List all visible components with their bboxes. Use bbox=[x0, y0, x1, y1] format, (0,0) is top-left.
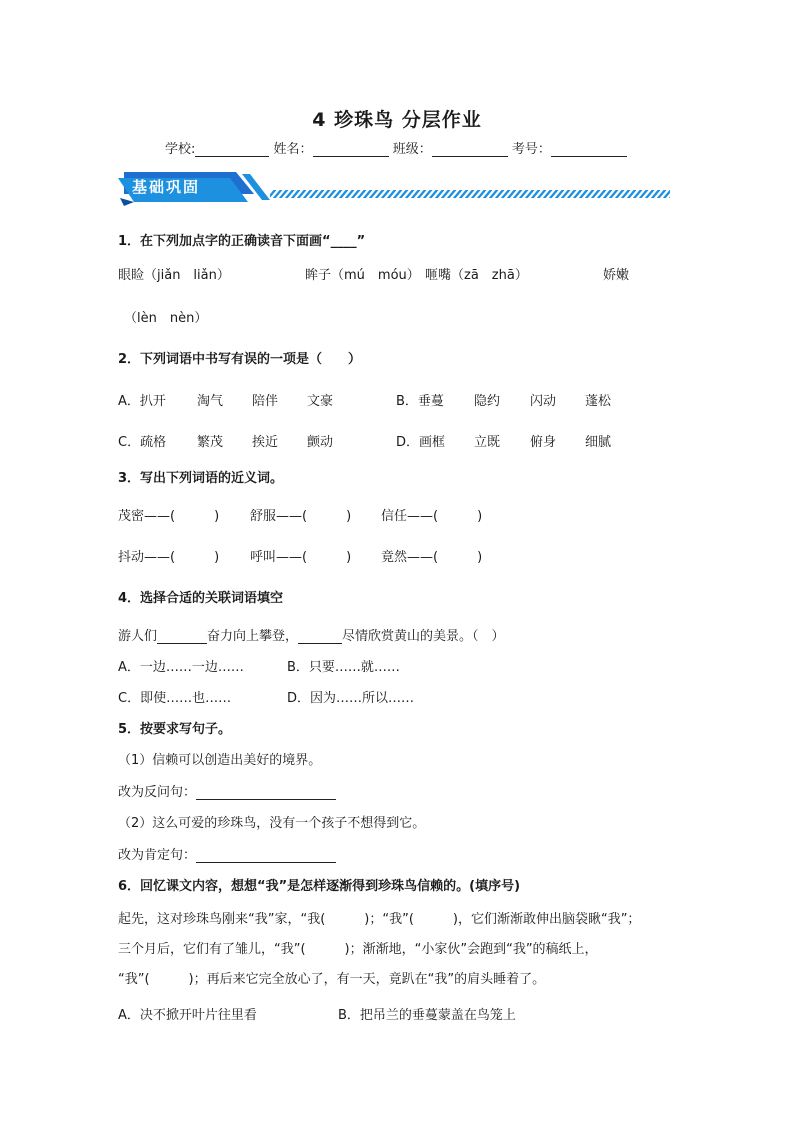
q2-option-a-word-3: 陪伴 bbox=[252, 394, 279, 409]
section-banner bbox=[118, 168, 678, 208]
q2-option-b: B．垂蔓 bbox=[396, 394, 444, 409]
name-field[interactable] bbox=[313, 142, 389, 157]
banner-graphic bbox=[118, 168, 678, 208]
question-1-title: 1．在下列加点字的正确读音下面画“____” bbox=[118, 234, 366, 249]
q2-option-d-word-4: 细腻 bbox=[585, 435, 612, 450]
q2-option-b-word-4: 蓬松 bbox=[585, 394, 612, 409]
q2-option-a: A．扒开 bbox=[118, 394, 166, 409]
q5-answer-2-label: 改为肯定句： bbox=[118, 848, 197, 863]
q2-option-b-word-2: 隐约 bbox=[474, 394, 501, 409]
q5-sentence-1: （1）信赖可以创造出美好的境界。 bbox=[118, 753, 322, 768]
q2-option-d-word-3: 俯身 bbox=[530, 435, 557, 450]
school-label: 学校: bbox=[165, 142, 196, 157]
q2-option-b-word-3: 闪动 bbox=[530, 394, 557, 409]
page-title: 4 珍珠鸟 分层作业 bbox=[312, 109, 482, 131]
q6-paragraph-line-2: 三个月后，它们有了雏儿，“我”( )；渐渐地，“小家伙”会跑到“我”的稿纸上， bbox=[118, 942, 598, 957]
q4-blank-2[interactable] bbox=[298, 629, 342, 644]
q3-item-6: 竟然——( ) bbox=[381, 550, 483, 565]
q4-option-b: B．只要……就…… bbox=[287, 660, 400, 675]
school-field[interactable] bbox=[195, 142, 269, 157]
question-2-title: 2．下列词语中书写有误的一项是（ ） bbox=[118, 352, 362, 367]
q5-answer-2-line[interactable] bbox=[196, 848, 336, 863]
student-info-line bbox=[165, 138, 627, 157]
q4-sentence-part-1: 游人们 bbox=[118, 629, 158, 644]
q4-blank-1[interactable] bbox=[157, 629, 207, 644]
q1-word-1: 眼睑（jiǎn liǎn） bbox=[118, 268, 230, 283]
question-4-title: 4．选择合适的关联词语填空 bbox=[118, 591, 284, 606]
q4-sentence-part-2: 奋力向上攀登， bbox=[207, 629, 299, 644]
q5-answer-1-label: 改为反问句： bbox=[118, 785, 197, 800]
q5-answer-2 bbox=[118, 844, 336, 863]
q4-option-d: D．因为……所以…… bbox=[287, 691, 415, 706]
q5-answer-1 bbox=[118, 781, 336, 800]
q5-sentence-2: （2）这么可爱的珍珠鸟，没有一个孩子不想得到它。 bbox=[118, 816, 426, 831]
question-3-title: 3．写出下列词语的近义词。 bbox=[118, 471, 284, 486]
section-label: 基础巩固 bbox=[132, 178, 201, 196]
q2-option-d: D．画框 bbox=[396, 435, 446, 450]
exam-number-field[interactable] bbox=[551, 142, 627, 157]
q1-word-4: 娇嫩 bbox=[603, 268, 630, 283]
class-field[interactable] bbox=[432, 142, 508, 157]
question-5-title: 5．按要求写句子。 bbox=[118, 722, 232, 737]
exam-label: 考号： bbox=[511, 142, 551, 157]
q6-paragraph-line-1: 起先，这对珍珠鸟刚来“我”家，“我( )；“我”( )，它们渐渐敢伸出脑袋瞅“我”； bbox=[118, 912, 641, 927]
q4-sentence-part-3: 尽情欣赏黄山的美景。（ ） bbox=[342, 629, 505, 644]
q6-option-a: A．决不掀开叶片往里看 bbox=[118, 1008, 257, 1023]
q2-option-a-word-2: 淘气 bbox=[197, 394, 224, 409]
q4-option-a: A．一边……一边…… bbox=[118, 660, 244, 675]
q3-item-1: 茂密——( ) bbox=[118, 509, 220, 524]
q2-option-c: C．疏格 bbox=[118, 435, 167, 450]
q1-word-2: 眸子（mú móu） bbox=[305, 268, 420, 283]
q2-option-c-word-4: 颤动 bbox=[307, 435, 334, 450]
q3-item-3: 信任——( ) bbox=[381, 509, 483, 524]
q1-word-4-pinyin: （lèn nèn） bbox=[124, 311, 208, 326]
q3-item-4: 抖动——( ) bbox=[118, 550, 220, 565]
q4-sentence bbox=[118, 625, 505, 644]
q6-option-b: B．把吊兰的垂蔓蒙盖在鸟笼上 bbox=[338, 1008, 516, 1023]
q1-word-3: 咂嘴（zā zhā） bbox=[425, 268, 528, 283]
q5-answer-1-line[interactable] bbox=[196, 785, 336, 800]
q6-paragraph-line-3: “我”( )；再后来它完全放心了，有一天，竟趴在“我”的肩头睡着了。 bbox=[118, 972, 546, 987]
q3-item-5: 呼叫——( ) bbox=[250, 550, 352, 565]
q4-option-c: C．即使……也…… bbox=[118, 691, 232, 706]
q2-option-a-word-4: 文豪 bbox=[307, 394, 334, 409]
q2-option-d-word-2: 立既 bbox=[474, 435, 501, 450]
q2-option-c-word-3: 挨近 bbox=[252, 435, 279, 450]
class-label: 班级： bbox=[392, 142, 432, 157]
question-6-title: 6．回忆课文内容，想想“我”是怎样逐渐得到珍珠鸟信赖的。(填序号) bbox=[118, 879, 521, 894]
q3-item-2: 舒服——( ) bbox=[250, 509, 352, 524]
q2-option-c-word-2: 繁茂 bbox=[197, 435, 224, 450]
name-label: 姓名： bbox=[273, 142, 313, 157]
